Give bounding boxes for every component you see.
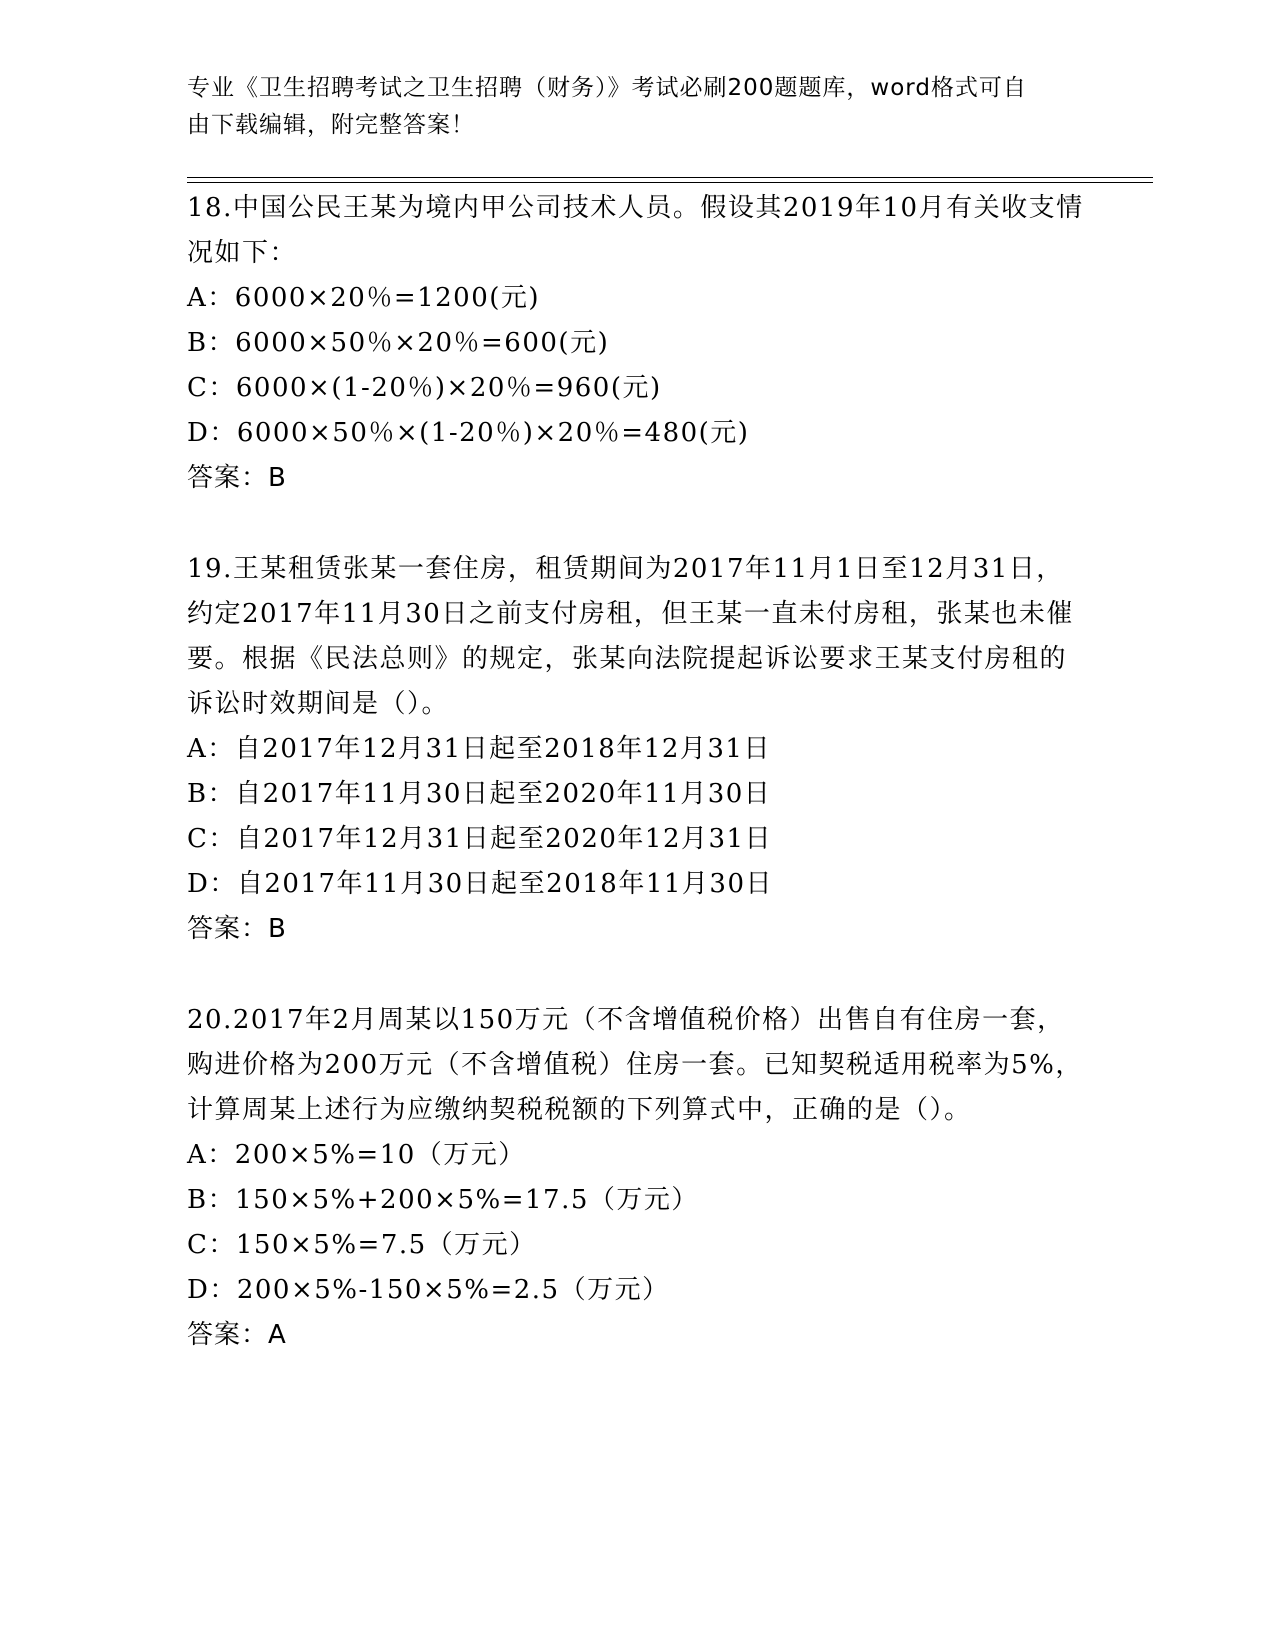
option-a: A：200×5%=10（万元） [187,1140,526,1170]
header-line-2: 由下载编辑，附完整答案！ [187,112,475,138]
question-spacer [187,501,1087,547]
option-c: C：6000×(1-20％)×20％=960(元) [187,373,662,403]
option-a: A：6000×20％=1200(元) [187,283,541,313]
option-d: D：6000×50％×(1-20％)×20％=480(元) [187,418,750,448]
document-header [187,70,1087,144]
answer: 答案：A [187,1320,287,1350]
option-d: D：自2017年11月30日起至2018年11月30日 [187,869,774,899]
option-c: C：150×5%=7.5（万元） [187,1230,537,1260]
question-18 [187,186,1087,501]
question-stem: 18.中国公民王某为境内甲公司技术人员。假设其2019年10月有关收支情况如下： [187,193,1084,268]
question-19 [187,547,1087,952]
answer: 答案：B [187,914,287,944]
option-b: B：自2017年11月30日起至2020年11月30日 [187,779,772,809]
header-divider-bottom [187,182,1153,183]
question-stem: 20.2017年2月周某以150万元（不含增值税价格）出售自有住房一套，购进价格为200万元（不含增值税）住房一套。已知契税适用税率为5%，计算周某上述行为应缴纳契税税额的下列算式中，正确的是（）。 [187,1005,1083,1125]
question-list [187,186,1087,1358]
answer: 答案：B [187,463,287,493]
option-b: B：6000×50％×20％=600(元) [187,328,610,358]
question-spacer [187,952,1087,998]
option-b: B：150×5%+200×5%=17.5（万元） [187,1185,699,1215]
question-20 [187,998,1087,1358]
header-line-1: 专业《卫生招聘考试之卫生招聘（财务）》考试必刷200题题库，word格式可自 [187,75,1027,101]
header-divider-top [187,177,1153,178]
option-d: D：200×5%-150×5%=2.5（万元） [187,1275,670,1305]
option-a: A：自2017年12月31日起至2018年12月31日 [187,734,771,764]
question-stem: 19.王某租赁张某一套住房，租赁期间为2017年11月1日至12月31日，约定2017年11月30日之前支付房租，但王某一直未付房租，张某也未催要。根据《民法总则》的规定，张某向法院提起诉讼要求王某支付房租的诉讼时效期间是（）。 [187,554,1074,719]
option-c: C：自2017年12月31日起至2020年12月31日 [187,824,773,854]
